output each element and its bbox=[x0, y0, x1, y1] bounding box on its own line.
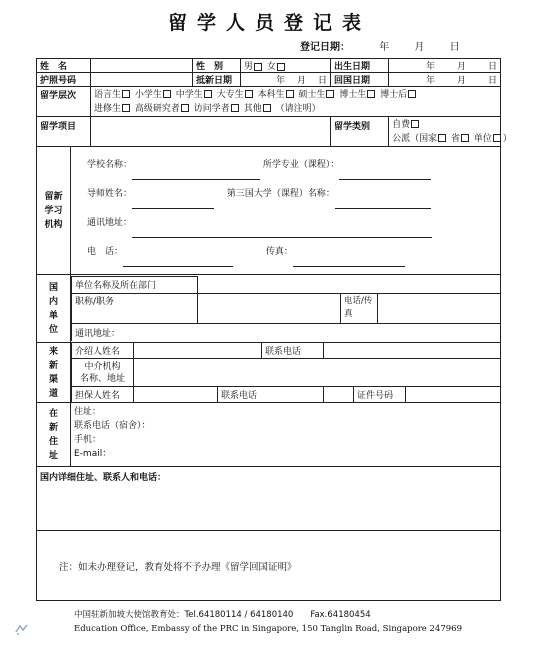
row-institution bbox=[37, 147, 501, 275]
referrer-phone-field[interactable] bbox=[324, 343, 501, 359]
institution-label bbox=[37, 147, 71, 275]
male-option: 男 bbox=[244, 62, 254, 72]
institution-fax-label: 传真： bbox=[265, 247, 293, 257]
referrer-phone-label: 联系电话 bbox=[262, 343, 324, 359]
opt-undergrad: 本科生 bbox=[257, 89, 285, 100]
female-checkbox[interactable] bbox=[277, 63, 285, 71]
college-checkbox[interactable] bbox=[245, 90, 253, 98]
agency-field[interactable] bbox=[134, 359, 501, 387]
row-domestic-unit bbox=[37, 275, 501, 343]
advanced-checkbox[interactable] bbox=[122, 104, 130, 112]
opt-senior-researcher: 高级研究者 bbox=[134, 103, 180, 114]
opt-secondary: 中学生 bbox=[175, 89, 203, 100]
male-checkbox[interactable] bbox=[254, 63, 262, 71]
channel-label bbox=[37, 343, 71, 403]
school-name-label: 学校名称： bbox=[87, 160, 133, 170]
master-checkbox[interactable] bbox=[326, 90, 334, 98]
reg-day: 日 bbox=[449, 42, 460, 53]
institution-phone-input[interactable] bbox=[123, 257, 233, 267]
row-project bbox=[37, 117, 501, 147]
address-fields bbox=[71, 403, 501, 467]
birth-date-field[interactable]: 年 月 日 bbox=[389, 59, 501, 73]
unit-name-field[interactable] bbox=[198, 276, 501, 293]
referrer-field[interactable] bbox=[134, 343, 262, 359]
reg-year: 年 bbox=[379, 42, 390, 53]
arrival-date-field[interactable]: 年 月 日 bbox=[241, 73, 331, 87]
name-field[interactable] bbox=[91, 59, 193, 73]
major-input[interactable] bbox=[339, 170, 431, 180]
row-study-level bbox=[37, 87, 501, 117]
name-label: 姓 名 bbox=[37, 59, 91, 73]
reg-month: 月 bbox=[414, 42, 425, 53]
postdoc-checkbox[interactable] bbox=[408, 90, 416, 98]
project-field[interactable] bbox=[91, 117, 331, 147]
agency-label-line1: 中介机构 bbox=[84, 361, 121, 372]
row-channel bbox=[37, 343, 501, 403]
close-paren: ） bbox=[502, 133, 512, 144]
note-text: 注：如未办理登记，教育处将不予办理《留学回国证明》 bbox=[37, 531, 501, 601]
return-date-label: 回国日期 bbox=[331, 73, 389, 87]
self-funded-checkbox[interactable] bbox=[411, 120, 419, 128]
secondary-checkbox[interactable] bbox=[204, 90, 212, 98]
opt-phd: 博士生 bbox=[339, 89, 367, 100]
address-label-text: 在新住址 bbox=[48, 408, 58, 461]
email-label: E-mail： bbox=[74, 449, 112, 459]
category-options bbox=[389, 117, 512, 147]
language-checkbox[interactable] bbox=[122, 90, 130, 98]
row-passport bbox=[37, 73, 501, 87]
channel-label-text: 来新渠道 bbox=[48, 346, 58, 399]
province-option: 省 bbox=[450, 133, 460, 144]
institution-address-input[interactable] bbox=[132, 228, 432, 238]
institution-address-label: 通讯地址： bbox=[87, 218, 133, 228]
institution-label-text: 留新学习机构 bbox=[44, 191, 63, 230]
return-date-field[interactable]: 年 月 日 bbox=[389, 73, 501, 87]
guarantor-label: 担保人姓名 bbox=[72, 387, 134, 403]
study-level-options bbox=[91, 87, 501, 117]
third-country-label: 第三国大学（课程）名称： bbox=[226, 189, 335, 199]
domestic-unit-label bbox=[37, 275, 71, 343]
project-label: 留学项目 bbox=[37, 117, 91, 147]
opt-visiting-scholar: 访问学者 bbox=[193, 103, 230, 114]
unit-option: 单位 bbox=[473, 133, 492, 144]
birth-date-label: 出生日期 bbox=[331, 59, 389, 73]
opt-specify: （请注明） bbox=[275, 103, 321, 114]
phone-fax-field[interactable] bbox=[378, 293, 501, 323]
institution-phone-label: 电 话： bbox=[87, 247, 124, 257]
domestic-address-label: 通讯地址： bbox=[72, 323, 501, 341]
phd-checkbox[interactable] bbox=[367, 90, 375, 98]
id-number-label: 证件号码 bbox=[354, 387, 406, 403]
opt-advanced: 进修生 bbox=[94, 103, 122, 114]
opt-master: 硕士生 bbox=[298, 89, 326, 100]
registration-date bbox=[300, 38, 460, 53]
primary-checkbox[interactable] bbox=[163, 90, 171, 98]
agency-label-line2: 名称、地址 bbox=[79, 373, 125, 384]
senior-researcher-checkbox[interactable] bbox=[181, 104, 189, 112]
opt-college: 大专生 bbox=[216, 89, 244, 100]
third-country-input[interactable] bbox=[335, 199, 431, 209]
institution-fax-input[interactable] bbox=[293, 257, 405, 267]
row-domestic-contact bbox=[37, 467, 501, 531]
unit-name-label: 单位名称及所在部门 bbox=[72, 276, 198, 293]
registration-form bbox=[36, 58, 512, 601]
domestic-unit-label-text: 国内单位 bbox=[48, 282, 58, 335]
guarantor-field[interactable] bbox=[134, 387, 218, 403]
self-funded-option: 自费 bbox=[392, 119, 411, 130]
undergrad-checkbox[interactable] bbox=[286, 90, 294, 98]
phone-fax-label: 电话/传真 bbox=[341, 293, 378, 323]
opt-other: 其他 bbox=[243, 103, 262, 114]
id-number-field[interactable] bbox=[406, 387, 501, 403]
guarantor-phone-field[interactable] bbox=[324, 387, 354, 403]
sex-options bbox=[241, 59, 331, 73]
title-label: 职称/职务 bbox=[72, 293, 198, 323]
study-level-label: 留学层次 bbox=[37, 87, 91, 117]
referrer-label: 介绍人姓名 bbox=[72, 343, 134, 359]
row-name bbox=[37, 59, 501, 73]
public-funded-option: 公派（国家 bbox=[392, 133, 438, 144]
opt-language: 语言生 bbox=[94, 89, 122, 100]
footer bbox=[74, 608, 462, 636]
tutor-input[interactable] bbox=[132, 199, 214, 209]
title-field[interactable] bbox=[198, 293, 341, 323]
footer-line-1: 中国驻新加坡大使馆教育处：Tel.64180114 / 64180140 Fax.64180454 bbox=[74, 610, 371, 620]
female-option: 女 bbox=[266, 62, 276, 72]
home-address-label: 住址： bbox=[74, 407, 102, 417]
mobile-label: 手机： bbox=[74, 435, 102, 445]
passport-field[interactable] bbox=[91, 73, 193, 87]
form-title: 留学人员登记表 bbox=[167, 12, 371, 34]
domestic-unit-fields bbox=[71, 275, 501, 343]
address-label bbox=[37, 403, 71, 467]
passport-label: 护照号码 bbox=[37, 73, 91, 87]
institution-fields bbox=[71, 147, 501, 275]
registration-date-label: 登记日期： bbox=[300, 42, 350, 53]
major-label: 所学专业（课程）： bbox=[262, 160, 340, 170]
category-label: 留学类别 bbox=[331, 117, 389, 147]
other-checkbox[interactable] bbox=[263, 104, 271, 112]
unit-checkbox[interactable] bbox=[493, 134, 501, 142]
agency-label bbox=[72, 359, 134, 387]
opt-primary: 小学生 bbox=[134, 89, 162, 100]
dorm-phone-label: 联系电话（宿舍）： bbox=[74, 421, 151, 431]
footer-line-2: Education Office, Embassy of the PRC in Singapore, 150 Tanglin Road, Singapore 247969 bbox=[74, 624, 462, 634]
corner-mark-icon bbox=[14, 622, 30, 636]
domestic-contact-label: 国内详细住址、联系人和电话： bbox=[37, 467, 501, 531]
province-checkbox[interactable] bbox=[461, 134, 469, 142]
guarantor-phone-label: 联系电话 bbox=[218, 387, 324, 403]
arrival-date-label: 抵新日期 bbox=[193, 73, 241, 87]
channel-fields bbox=[71, 343, 501, 403]
school-name-input[interactable] bbox=[132, 170, 260, 180]
sex-label: 性 别 bbox=[193, 59, 241, 73]
tutor-label: 导师姓名： bbox=[87, 189, 133, 199]
row-note bbox=[37, 531, 501, 601]
country-checkbox[interactable] bbox=[438, 134, 446, 142]
row-address bbox=[37, 403, 501, 467]
opt-postdoc: 博士后 bbox=[380, 89, 408, 100]
visiting-scholar-checkbox[interactable] bbox=[231, 104, 239, 112]
